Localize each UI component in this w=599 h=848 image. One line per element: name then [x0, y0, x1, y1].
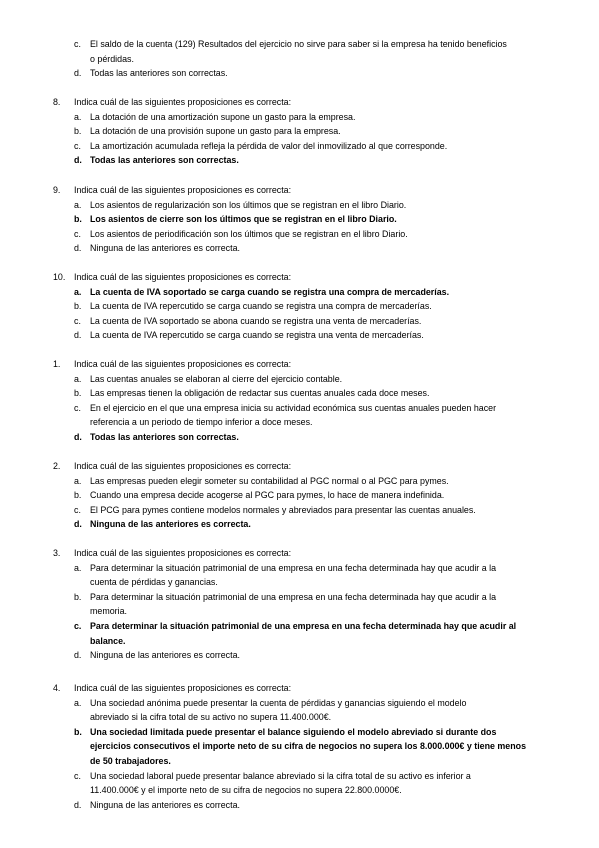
option-text: cuenta de pérdidas y ganancias. [90, 577, 218, 588]
option-b-correct [0, 212, 599, 227]
question-2 [0, 459, 599, 532]
question-prompt-row [0, 459, 599, 474]
option-text: El saldo de la cuenta (129) Resultados del ejercicio no sirve para saber si la empresa ha tenido beneficios [90, 39, 507, 49]
option-text: La cuenta de IVA soportado se abona cuando se registra una venta de mercaderías. [90, 315, 422, 326]
option-text: La cuenta de IVA repercutido se carga cuando se registra una venta de mercaderías. [90, 330, 424, 341]
option-b [0, 124, 599, 139]
option-a [0, 372, 599, 387]
option-letter: b. [74, 726, 82, 737]
option-letter: c. [74, 620, 82, 631]
option-text: Los asientos de regularización son los últimos que se registran en el libro Diario. [90, 199, 407, 210]
option-text: El PCG para pymes contiene modelos normales y abreviados para presentar las cuentas anuales. [90, 504, 476, 515]
question-prompt-row [0, 270, 599, 285]
question-number: 10. [53, 272, 66, 282]
option-letter: c. [74, 315, 81, 326]
question-number: 2. [53, 461, 61, 471]
option-b [0, 386, 599, 401]
option-text: balance. [90, 635, 126, 646]
option-text: Todas las anteriores son correctas. [90, 68, 228, 79]
option-b [0, 590, 599, 605]
option-text: ejercicios consecutivos el importe neto de su cifra de negocios no supera los 8.000.000€ y tiene menos [90, 741, 527, 752]
option-letter: b. [74, 591, 82, 602]
question-prompt: Indica cuál de las siguientes proposiciones es correcta: [74, 185, 292, 195]
option-text-continued [0, 783, 599, 798]
option-letter: b. [74, 490, 82, 501]
option-letter: c. [74, 39, 81, 49]
option-text: La dotación de una amortización supone un gasto para la empresa. [90, 111, 356, 122]
option-d-correct [0, 153, 599, 168]
option-a [0, 198, 599, 213]
option-text: Para determinar la situación patrimonial de una empresa en una fecha determinada hay que acudir al [90, 620, 517, 631]
option-text: Los asientos de periodificación son los últimos que se registran en el libro Diario. [90, 228, 408, 239]
option-letter: d. [74, 68, 82, 79]
question-prompt-row [0, 681, 599, 696]
question-prompt: Indica cuál de las siguientes proposiciones es correcta: [74, 683, 292, 693]
option-d [0, 328, 599, 343]
option-text: La cuenta de IVA repercutido se carga cuando se registra una compra de mercaderías. [90, 301, 432, 312]
question-1 [0, 357, 599, 445]
option-text-continued [0, 415, 599, 430]
option-letter: b. [74, 388, 82, 399]
option-letter: d. [74, 330, 82, 341]
option-a-correct [0, 285, 599, 300]
option-c [0, 314, 599, 329]
option-d [0, 798, 599, 813]
option-text: Las empresas pueden elegir someter su contabilidad al PGC normal o al PGC para pymes. [90, 475, 449, 486]
question-prompt: Indica cuál de las siguientes proposiciones es correcta: [74, 272, 292, 282]
option-text: Los asientos de cierre son los últimos que se registran en el libro Diario. [90, 214, 397, 225]
option-text: La cuenta de IVA soportado se carga cuando se registra una compra de mercaderías. [90, 286, 450, 297]
question-prompt: Indica cuál de las siguientes proposiciones es correcta: [74, 461, 292, 471]
option-text: Todas las anteriores son correctas. [90, 155, 239, 166]
option-c [0, 37, 599, 52]
option-letter: c. [74, 504, 81, 515]
option-letter: a. [74, 199, 82, 210]
option-letter: b. [74, 301, 82, 312]
option-letter: d. [74, 431, 82, 442]
option-text: Ninguna de las anteriores es correcta. [90, 243, 240, 254]
option-a [0, 474, 599, 489]
option-text: abreviado si la cifra total de su activo no supera 11.400.000€. [90, 712, 332, 723]
option-text: En el ejercicio en el que una empresa inicia su actividad económica sus cuentas anuales pueden hacer [90, 402, 497, 413]
option-text-continued [0, 575, 599, 590]
option-c [0, 227, 599, 242]
option-b [0, 299, 599, 314]
question-continuation [0, 37, 599, 81]
option-letter: c. [74, 228, 81, 239]
option-letter: d. [74, 243, 82, 254]
option-letter: c. [74, 140, 81, 151]
option-d [0, 66, 599, 81]
option-text: Ninguna de las anteriores es correcta. [90, 799, 240, 810]
question-prompt-row [0, 546, 599, 561]
question-number: 9. [53, 185, 61, 195]
question-10 [0, 270, 599, 343]
option-letter: d. [74, 155, 82, 166]
option-letter: a. [74, 286, 82, 297]
option-text: La dotación de una provisión supone un gasto para la empresa. [90, 126, 341, 137]
question-number: 1. [53, 359, 61, 369]
option-a [0, 110, 599, 125]
option-text: Una sociedad anónima puede presentar la cuenta de pérdidas y ganancias siguiendo el modelo [90, 697, 467, 708]
option-c-correct [0, 619, 599, 634]
option-letter: b. [74, 126, 82, 137]
option-letter: c. [74, 770, 81, 781]
option-letter: b. [74, 214, 82, 225]
option-text: Una sociedad laboral puede presentar balance abreviado si la cifra total de su activo es inferior a [90, 770, 471, 781]
option-text: Para determinar la situación patrimonial de una empresa en una fecha determinada hay que acudir a la [90, 562, 497, 573]
option-letter: d. [74, 799, 82, 810]
option-text-continued [0, 604, 599, 619]
question-prompt: Indica cuál de las siguientes proposiciones es correcta: [74, 359, 292, 369]
option-c [0, 139, 599, 154]
option-text: Cuando una empresa decide acogerse al PGC para pymes, lo hace de manera indefinida. [90, 490, 445, 501]
option-letter: c. [74, 402, 81, 413]
option-text-continued [0, 52, 599, 67]
question-8 [0, 95, 599, 168]
question-3 [0, 546, 599, 663]
question-9 [0, 183, 599, 256]
option-c [0, 769, 599, 784]
option-a [0, 561, 599, 576]
option-d-correct [0, 430, 599, 445]
question-prompt-row [0, 357, 599, 372]
question-4 [0, 681, 599, 812]
question-number: 3. [53, 548, 61, 558]
option-letter: a. [74, 562, 82, 573]
option-text: Para determinar la situación patrimonial de una empresa en una fecha determinada hay que acudir a la [90, 591, 497, 602]
option-d [0, 648, 599, 663]
option-letter: a. [74, 373, 82, 384]
option-b-correct [0, 725, 599, 740]
option-text: 11.400.000€ y el importe neto de su cifra de negocios no supera 22.800.0000€. [90, 785, 402, 796]
question-number: 8. [53, 97, 61, 107]
option-a [0, 696, 599, 711]
option-text: Las cuentas anuales se elaboran al cierre del ejercicio contable. [90, 373, 343, 384]
question-number: 4. [53, 683, 61, 693]
option-letter: a. [74, 475, 82, 486]
option-letter: d. [74, 519, 82, 530]
question-prompt-row [0, 183, 599, 198]
option-letter: a. [74, 111, 82, 122]
option-text: memoria. [90, 606, 127, 617]
option-d [0, 241, 599, 256]
option-text-continued [0, 710, 599, 725]
option-text: La amortización acumulada refleja la pérdida de valor del inmovilizado al que corresponde. [90, 140, 448, 151]
option-letter: d. [74, 650, 82, 661]
option-b [0, 488, 599, 503]
option-text-continued [0, 739, 599, 754]
option-d-correct [0, 517, 599, 532]
question-prompt: Indica cuál de las siguientes proposiciones es correcta: [74, 97, 292, 107]
option-text: Todas las anteriores son correctas. [90, 431, 239, 442]
option-text: Las empresas tienen la obligación de redactar sus cuentas anuales cada doce meses. [90, 388, 430, 399]
option-text: Ninguna de las anteriores es correcta. [90, 519, 251, 530]
question-prompt: Indica cuál de las siguientes proposiciones es correcta: [74, 548, 292, 558]
option-text: de 50 trabajadores. [90, 755, 171, 766]
option-text-continued [0, 754, 599, 769]
option-text: Ninguna de las anteriores es correcta. [90, 650, 240, 661]
question-prompt-row [0, 95, 599, 110]
option-c [0, 503, 599, 518]
option-text: referencia a un periodo de tiempo inferior a doce meses. [90, 417, 313, 428]
option-text-continued [0, 634, 599, 649]
option-text: Una sociedad limitada puede presentar el balance siguiendo el modelo abreviado si durante dos [90, 726, 497, 737]
option-c [0, 401, 599, 416]
option-text: o pérdidas. [90, 53, 134, 64]
option-letter: a. [74, 697, 82, 708]
